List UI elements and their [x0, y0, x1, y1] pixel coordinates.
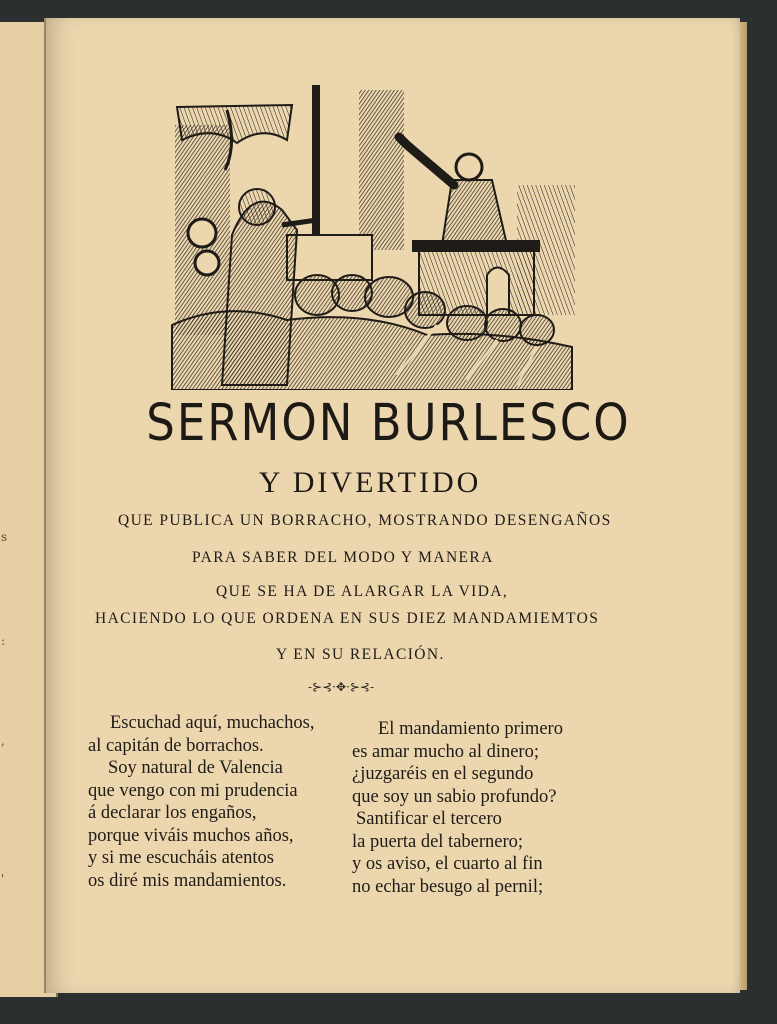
orator-crowd-engraving	[167, 85, 578, 390]
page-subtitle: Y DIVERTIDO	[258, 466, 482, 499]
verse-line: El mandamiento primero	[378, 719, 563, 739]
verse-line: Escuchad aquí, muchachos,	[110, 713, 315, 733]
verse-line: y os aviso, el cuarto al fin	[352, 854, 543, 874]
ornament-divider: -⊱⊰·✥·⊱⊰-	[308, 680, 375, 694]
facing-page-mark: :	[1, 634, 6, 648]
verse-line: no echar besugo al pernil;	[352, 876, 544, 897]
facing-page-mark: ,	[1, 734, 5, 748]
verse-column-left	[88, 712, 314, 892]
verse-line: á declarar los engaños,	[88, 803, 257, 823]
verse-line: y si me escucháis atentos	[88, 848, 274, 868]
description-line: Y EN SU RELACIÓN.	[276, 646, 445, 663]
verse-line: Santificar el tercero	[356, 809, 502, 829]
verse-line: os diré mis mandamientos.	[88, 870, 287, 891]
page-title: SERMON BURLESCO	[146, 392, 631, 453]
description-line: PARA SABER DEL MODO Y MANERA	[192, 549, 494, 566]
facing-page-mark: '	[1, 872, 5, 886]
verse-line: al capitán de borrachos.	[88, 735, 264, 756]
woodcut-illustration	[167, 85, 578, 390]
description-line: QUE PUBLICA UN BORRACHO, MOSTRANDO DESENGAÑOS	[118, 512, 612, 529]
verse-column-right	[352, 718, 563, 898]
facing-page-mark: s	[1, 530, 8, 544]
description-line: HACIENDO LO QUE ORDENA EN SUS DIEZ MANDAMIEMTOS	[95, 610, 600, 627]
verse-line: que soy un sabio profundo?	[352, 786, 557, 807]
verse-line: que vengo con mi prudencia	[88, 780, 298, 801]
verse-line: la puerta del tabernero;	[352, 831, 524, 852]
description-line: QUE SE HA DE ALARGAR LA VIDA,	[216, 583, 509, 600]
verse-line: es amar mucho al dinero;	[352, 741, 539, 762]
verse-line: porque viváis muchos años,	[88, 825, 294, 846]
verse-line: ¿juzgaréis en el segundo	[352, 764, 534, 784]
verse-line: Soy natural de Valencia	[108, 758, 283, 778]
